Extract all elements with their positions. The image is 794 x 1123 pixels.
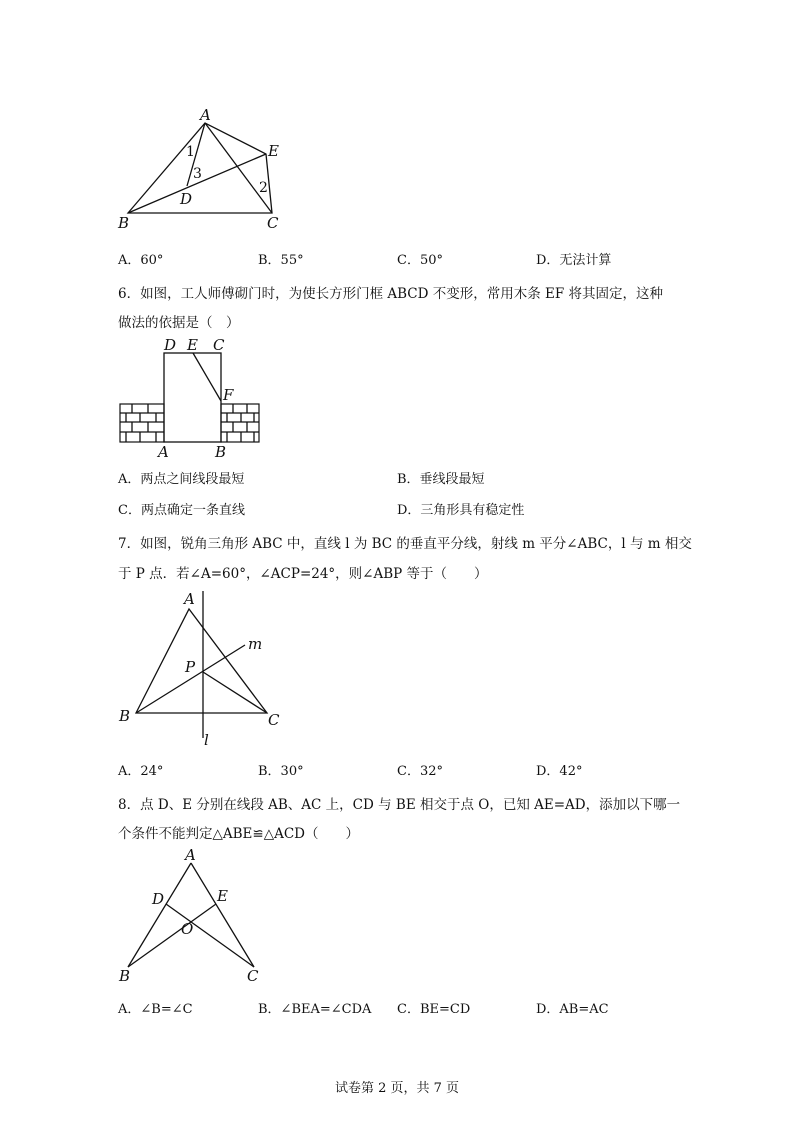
page-footer: 试卷第 2 页，共 7 页 [334, 1081, 460, 1096]
q7-option-a[interactable]: A．24° [118, 764, 164, 779]
q8-option-d[interactable]: D．AB=AC [536, 1002, 609, 1017]
fig6-label-d: D [164, 336, 177, 354]
fig6-brick-wall-right [221, 404, 259, 442]
q8-option-b[interactable]: B．∠BEA=∠CDA [258, 1002, 372, 1017]
fig7-label-m: m [248, 635, 263, 653]
fig8-line-cd [166, 904, 254, 967]
q5-option-b[interactable]: B．55° [258, 253, 304, 268]
q6-option-b[interactable]: B．垂线段最短 [397, 472, 485, 487]
fig6-door-frame [164, 353, 221, 442]
fig7-triangle-abc [136, 609, 267, 713]
q5-option-c[interactable]: C．50° [397, 253, 443, 268]
fig5-line-ac [205, 123, 272, 213]
figure-q5 [110, 106, 310, 232]
fig7-label-b: B [119, 707, 131, 725]
fig8-label-e: E [217, 887, 228, 905]
fig8-label-c: C [247, 967, 259, 985]
fig5-label-1: 1 [186, 144, 195, 160]
fig6-brace-ef [193, 353, 221, 401]
q8-option-c[interactable]: C．BE=CD [397, 1002, 471, 1017]
fig8-label-d: D [152, 890, 165, 908]
q7-text-line1: 7．如图，锐角三角形 ABC 中，直线 l 为 BC 的垂直平分线，射线 m 平分∠ABC，l 与 m 相交 [118, 536, 692, 552]
q8-option-a[interactable]: A．∠B=∠C [118, 1002, 193, 1017]
fig6-label-f: F [223, 386, 234, 404]
fig8-label-a: A [185, 846, 196, 864]
q8-text-line2: 个条件不能判定△ABE≌△ACD（ ） [118, 826, 360, 842]
fig5-label-b: B [118, 214, 130, 232]
q5-option-d[interactable]: D．无法计算 [536, 253, 612, 268]
fig6-brick-wall-left [120, 404, 164, 442]
figure-q7 [115, 588, 295, 748]
fig5-label-e: E [268, 142, 279, 160]
q6-option-d[interactable]: D．三角形具有稳定性 [397, 503, 525, 518]
figure-q8 [115, 846, 275, 990]
q7-option-b[interactable]: B．30° [258, 764, 304, 779]
fig7-label-l: l [204, 731, 209, 749]
fig6-label-a: A [158, 443, 169, 461]
q5-option-a[interactable]: A．60° [118, 253, 164, 268]
fig8-line-be [128, 904, 216, 967]
fig6-label-b: B [215, 443, 227, 461]
fig5-line-be [128, 154, 266, 213]
fig7-label-c: C [268, 711, 280, 729]
q7-text-line2: 于 P 点．若∠A=60°，∠ACP=24°，则∠ABP 等于（ ） [118, 566, 488, 582]
fig6-label-e: E [187, 336, 198, 354]
q6-text-line1: 6．如图，工人师傅砌门时，为使长方形门框 ABCD 不变形，常用木条 EF 将其固定，这种 [118, 286, 664, 302]
fig5-label-a: A [200, 106, 211, 124]
fig7-label-p: P [185, 658, 196, 676]
fig7-label-a: A [184, 590, 195, 608]
figure-q6 [118, 336, 268, 461]
fig5-label-2: 2 [259, 180, 268, 196]
q6-option-a[interactable]: A．两点之间线段最短 [118, 472, 245, 487]
q6-text-line2: 做法的依据是（ ） [118, 315, 240, 331]
fig8-label-b: B [119, 967, 131, 985]
fig5-label-3: 3 [193, 166, 202, 182]
q7-option-d[interactable]: D．42° [536, 764, 583, 779]
fig7-line-pc [203, 672, 267, 713]
q6-option-c[interactable]: C．两点确定一条直线 [118, 503, 245, 518]
fig7-ray-m [136, 645, 245, 713]
fig5-label-d: D [180, 190, 193, 208]
fig5-label-c: C [267, 214, 279, 232]
fig6-label-c: C [213, 336, 225, 354]
fig8-label-o: O [181, 920, 194, 938]
q7-option-c[interactable]: C．32° [397, 764, 443, 779]
q8-text-line1: 8．点 D、E 分别在线段 AB、AC 上，CD 与 BE 相交于点 O，已知 AE=AD，添加以下哪一 [118, 797, 681, 813]
